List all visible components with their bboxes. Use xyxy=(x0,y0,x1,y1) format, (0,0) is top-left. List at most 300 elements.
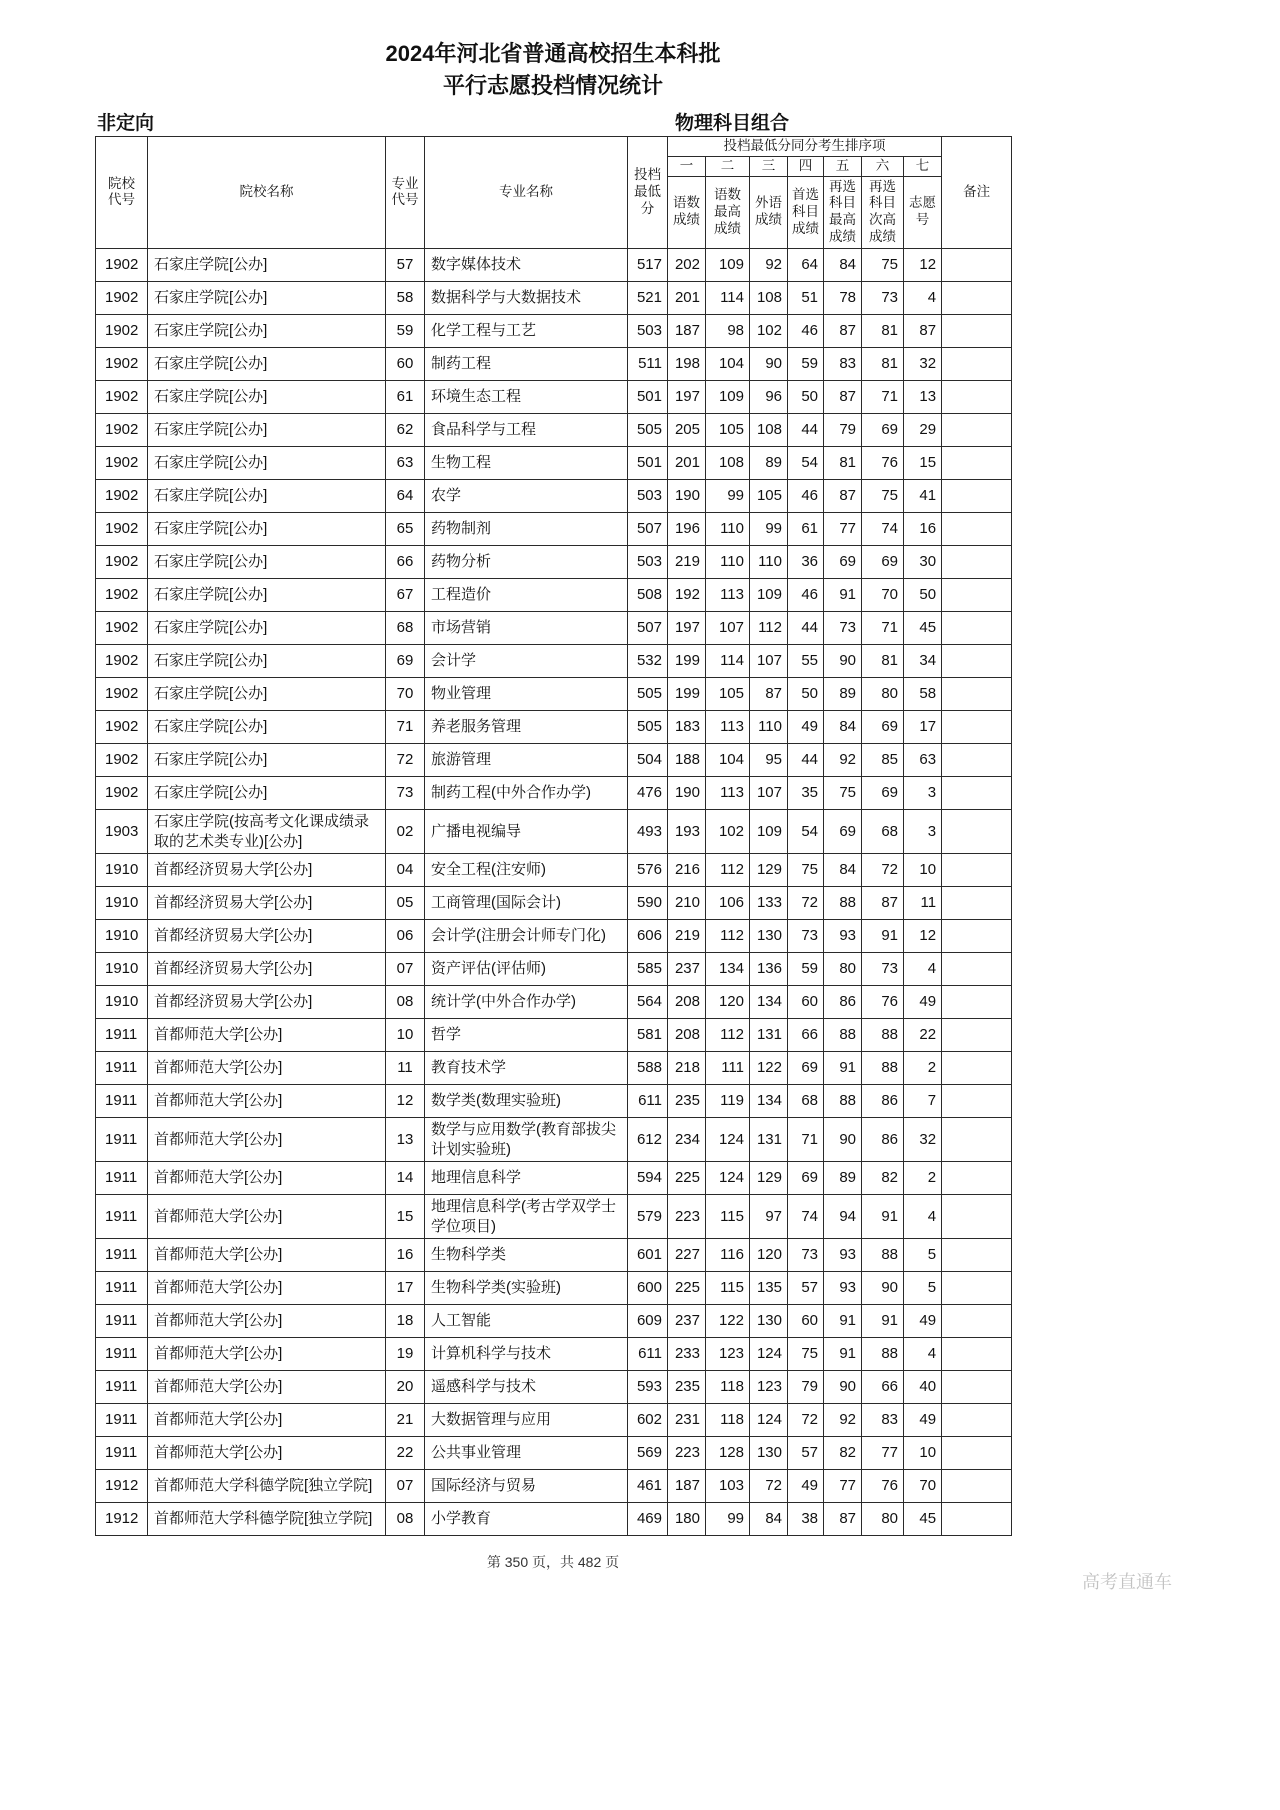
rank2-chinese-math-max-score: 99 xyxy=(706,1503,750,1536)
rank4-first-subject-score: 64 xyxy=(788,249,824,282)
rank4-first-subject-score: 61 xyxy=(788,513,824,546)
table-row xyxy=(96,546,1012,579)
college-name: 石家庄学院[公办] xyxy=(148,579,386,612)
rank-num-3: 三 xyxy=(750,156,788,176)
rank7-preference-number: 32 xyxy=(904,1118,942,1162)
rank2-chinese-math-max-score: 110 xyxy=(706,546,750,579)
table-row xyxy=(96,953,1012,986)
rank4-first-subject-score: 50 xyxy=(788,678,824,711)
rank6-reselect-second-score: 76 xyxy=(862,986,904,1019)
major-name: 生物工程 xyxy=(425,447,628,480)
rank4-first-subject-score: 69 xyxy=(788,1052,824,1085)
major-name: 地理信息科学(考古学双学士学位项目) xyxy=(425,1195,628,1239)
min-score: 501 xyxy=(628,447,668,480)
rank5-reselect-max-score: 87 xyxy=(824,480,862,513)
major-name: 制药工程 xyxy=(425,348,628,381)
college-name: 首都经济贸易大学[公办] xyxy=(148,854,386,887)
college-name: 石家庄学院[公办] xyxy=(148,612,386,645)
rank4-first-subject-score: 46 xyxy=(788,480,824,513)
rank4-first-subject-score: 46 xyxy=(788,579,824,612)
rank-label-5: 再选科目最高成绩 xyxy=(824,176,862,249)
major-code: 11 xyxy=(386,1052,425,1085)
remark xyxy=(942,1272,1012,1305)
rank6-reselect-second-score: 75 xyxy=(862,480,904,513)
rank6-reselect-second-score: 91 xyxy=(862,920,904,953)
rank3-foreign-language-score: 134 xyxy=(750,1085,788,1118)
remark xyxy=(942,711,1012,744)
rank3-foreign-language-score: 89 xyxy=(750,447,788,480)
rank2-chinese-math-max-score: 120 xyxy=(706,986,750,1019)
rank3-foreign-language-score: 124 xyxy=(750,1338,788,1371)
rank-num-2: 二 xyxy=(706,156,750,176)
table-row xyxy=(96,447,1012,480)
rank7-preference-number: 3 xyxy=(904,777,942,810)
table-row xyxy=(96,678,1012,711)
rank3-foreign-language-score: 84 xyxy=(750,1503,788,1536)
rank1-chinese-math-score: 223 xyxy=(668,1437,706,1470)
rank6-reselect-second-score: 91 xyxy=(862,1195,904,1239)
rank6-reselect-second-score: 77 xyxy=(862,1437,904,1470)
rank1-chinese-math-score: 223 xyxy=(668,1195,706,1239)
rank1-chinese-math-score: 205 xyxy=(668,414,706,447)
min-score: 590 xyxy=(628,887,668,920)
college-code: 1902 xyxy=(96,744,148,777)
rank4-first-subject-score: 68 xyxy=(788,1085,824,1118)
rank1-chinese-math-score: 219 xyxy=(668,920,706,953)
rank2-chinese-math-max-score: 122 xyxy=(706,1305,750,1338)
table-row xyxy=(96,887,1012,920)
rank2-chinese-math-max-score: 106 xyxy=(706,887,750,920)
remark xyxy=(942,1404,1012,1437)
rank-label-1: 语数成绩 xyxy=(668,176,706,249)
rank2-chinese-math-max-score: 98 xyxy=(706,315,750,348)
college-name: 石家庄学院[公办] xyxy=(148,447,386,480)
major-name: 生物科学类(实验班) xyxy=(425,1272,628,1305)
rank1-chinese-math-score: 225 xyxy=(668,1272,706,1305)
rank2-chinese-math-max-score: 112 xyxy=(706,1019,750,1052)
min-score: 501 xyxy=(628,381,668,414)
college-code: 1902 xyxy=(96,777,148,810)
major-code: 65 xyxy=(386,513,425,546)
college-code: 1902 xyxy=(96,678,148,711)
rank7-preference-number: 34 xyxy=(904,645,942,678)
rank6-reselect-second-score: 86 xyxy=(862,1085,904,1118)
table-row xyxy=(96,381,1012,414)
major-name: 数据科学与大数据技术 xyxy=(425,282,628,315)
rank7-preference-number: 49 xyxy=(904,1305,942,1338)
rank3-foreign-language-score: 133 xyxy=(750,887,788,920)
table-row xyxy=(96,348,1012,381)
rank5-reselect-max-score: 91 xyxy=(824,579,862,612)
remark xyxy=(942,1437,1012,1470)
rank7-preference-number: 45 xyxy=(904,612,942,645)
college-code: 1911 xyxy=(96,1085,148,1118)
rank6-reselect-second-score: 72 xyxy=(862,854,904,887)
college-name: 石家庄学院(按高考文化课成绩录取的艺术类专业)[公办] xyxy=(148,810,386,854)
table-row xyxy=(96,711,1012,744)
rank1-chinese-math-score: 210 xyxy=(668,887,706,920)
major-code: 73 xyxy=(386,777,425,810)
college-name: 首都师范大学科德学院[独立学院] xyxy=(148,1470,386,1503)
rank5-reselect-max-score: 83 xyxy=(824,348,862,381)
table-row xyxy=(96,1338,1012,1371)
min-score: 461 xyxy=(628,1470,668,1503)
rank6-reselect-second-score: 71 xyxy=(862,381,904,414)
table-row xyxy=(96,579,1012,612)
rank4-first-subject-score: 35 xyxy=(788,777,824,810)
rank1-chinese-math-score: 235 xyxy=(668,1371,706,1404)
college-code: 1911 xyxy=(96,1195,148,1239)
rank2-chinese-math-max-score: 104 xyxy=(706,744,750,777)
major-name: 物业管理 xyxy=(425,678,628,711)
college-name: 首都师范大学[公办] xyxy=(148,1437,386,1470)
rank7-preference-number: 13 xyxy=(904,381,942,414)
min-score: 505 xyxy=(628,414,668,447)
rank5-reselect-max-score: 87 xyxy=(824,381,862,414)
table-row xyxy=(96,315,1012,348)
rank5-reselect-max-score: 82 xyxy=(824,1437,862,1470)
rank4-first-subject-score: 38 xyxy=(788,1503,824,1536)
major-name: 广播电视编导 xyxy=(425,810,628,854)
remark xyxy=(942,1338,1012,1371)
rank-label-3: 外语成绩 xyxy=(750,176,788,249)
table-row xyxy=(96,1470,1012,1503)
rank6-reselect-second-score: 80 xyxy=(862,1503,904,1536)
table-row xyxy=(96,249,1012,282)
college-name: 石家庄学院[公办] xyxy=(148,678,386,711)
rank1-chinese-math-score: 208 xyxy=(668,986,706,1019)
college-name: 首都师范大学[公办] xyxy=(148,1052,386,1085)
college-name: 首都师范大学[公办] xyxy=(148,1272,386,1305)
major-name: 工商管理(国际会计) xyxy=(425,887,628,920)
min-score: 594 xyxy=(628,1162,668,1195)
rank3-foreign-language-score: 107 xyxy=(750,777,788,810)
college-code: 1902 xyxy=(96,513,148,546)
rank7-preference-number: 22 xyxy=(904,1019,942,1052)
major-code: 21 xyxy=(386,1404,425,1437)
college-code: 1902 xyxy=(96,579,148,612)
college-name: 首都师范大学[公办] xyxy=(148,1085,386,1118)
college-code: 1902 xyxy=(96,414,148,447)
table-row xyxy=(96,1437,1012,1470)
rank5-reselect-max-score: 84 xyxy=(824,249,862,282)
major-name: 制药工程(中外合作办学) xyxy=(425,777,628,810)
col-header-remark: 备注 xyxy=(942,136,1012,248)
rank3-foreign-language-score: 72 xyxy=(750,1470,788,1503)
col-header-college-name: 院校名称 xyxy=(148,136,386,248)
college-code: 1912 xyxy=(96,1503,148,1536)
page-footer: 第 350 页，共 482 页 xyxy=(486,1554,620,1571)
rank7-preference-number: 2 xyxy=(904,1162,942,1195)
table-row xyxy=(96,645,1012,678)
major-name: 药物分析 xyxy=(425,546,628,579)
rank5-reselect-max-score: 87 xyxy=(824,315,862,348)
rank1-chinese-math-score: 234 xyxy=(668,1118,706,1162)
rank6-reselect-second-score: 82 xyxy=(862,1162,904,1195)
college-code: 1911 xyxy=(96,1338,148,1371)
rank3-foreign-language-score: 92 xyxy=(750,249,788,282)
remark xyxy=(942,645,1012,678)
college-code: 1910 xyxy=(96,854,148,887)
rank2-chinese-math-max-score: 115 xyxy=(706,1195,750,1239)
rank6-reselect-second-score: 76 xyxy=(862,447,904,480)
rank-label-6: 再选科目次高成绩 xyxy=(862,176,904,249)
rank3-foreign-language-score: 99 xyxy=(750,513,788,546)
major-code: 72 xyxy=(386,744,425,777)
rank3-foreign-language-score: 131 xyxy=(750,1019,788,1052)
min-score: 507 xyxy=(628,513,668,546)
rank7-preference-number: 87 xyxy=(904,315,942,348)
table-row xyxy=(96,414,1012,447)
college-code: 1902 xyxy=(96,612,148,645)
rank1-chinese-math-score: 208 xyxy=(668,1019,706,1052)
remark xyxy=(942,315,1012,348)
rank4-first-subject-score: 44 xyxy=(788,414,824,447)
table-row xyxy=(96,1371,1012,1404)
rank-num-7: 七 xyxy=(904,156,942,176)
college-code: 1902 xyxy=(96,645,148,678)
college-code: 1902 xyxy=(96,546,148,579)
min-score: 579 xyxy=(628,1195,668,1239)
rank-num-6: 六 xyxy=(862,156,904,176)
remark xyxy=(942,1239,1012,1272)
college-name: 首都师范大学科德学院[独立学院] xyxy=(148,1503,386,1536)
major-code: 07 xyxy=(386,1470,425,1503)
major-code: 14 xyxy=(386,1162,425,1195)
rank1-chinese-math-score: 196 xyxy=(668,513,706,546)
college-code: 1910 xyxy=(96,953,148,986)
min-score: 593 xyxy=(628,1371,668,1404)
rank5-reselect-max-score: 84 xyxy=(824,711,862,744)
rank6-reselect-second-score: 83 xyxy=(862,1404,904,1437)
rank7-preference-number: 45 xyxy=(904,1503,942,1536)
min-score: 521 xyxy=(628,282,668,315)
major-code: 19 xyxy=(386,1338,425,1371)
table-row xyxy=(96,854,1012,887)
rank3-foreign-language-score: 130 xyxy=(750,1437,788,1470)
min-score: 588 xyxy=(628,1052,668,1085)
rank4-first-subject-score: 51 xyxy=(788,282,824,315)
rank7-preference-number: 2 xyxy=(904,1052,942,1085)
rank3-foreign-language-score: 102 xyxy=(750,315,788,348)
remark xyxy=(942,887,1012,920)
min-score: 503 xyxy=(628,546,668,579)
rank5-reselect-max-score: 88 xyxy=(824,887,862,920)
major-code: 70 xyxy=(386,678,425,711)
table-header xyxy=(96,136,1012,248)
college-code: 1911 xyxy=(96,1019,148,1052)
rank5-reselect-max-score: 84 xyxy=(824,854,862,887)
major-name: 数学与应用数学(教育部拔尖计划实验班) xyxy=(425,1118,628,1162)
table-row xyxy=(96,1052,1012,1085)
table-row xyxy=(96,986,1012,1019)
college-code: 1911 xyxy=(96,1371,148,1404)
major-code: 12 xyxy=(386,1085,425,1118)
rank3-foreign-language-score: 95 xyxy=(750,744,788,777)
rank1-chinese-math-score: 187 xyxy=(668,315,706,348)
major-code: 59 xyxy=(386,315,425,348)
rank3-foreign-language-score: 107 xyxy=(750,645,788,678)
rank5-reselect-max-score: 89 xyxy=(824,1162,862,1195)
rank6-reselect-second-score: 74 xyxy=(862,513,904,546)
rank1-chinese-math-score: 216 xyxy=(668,854,706,887)
college-code: 1911 xyxy=(96,1052,148,1085)
rank1-chinese-math-score: 187 xyxy=(668,1470,706,1503)
major-name: 小学教育 xyxy=(425,1503,628,1536)
col-header-college-code: 院校代号 xyxy=(96,136,148,248)
remark xyxy=(942,1052,1012,1085)
rank5-reselect-max-score: 93 xyxy=(824,920,862,953)
major-name: 资产评估(评估师) xyxy=(425,953,628,986)
rank1-chinese-math-score: 219 xyxy=(668,546,706,579)
min-score: 601 xyxy=(628,1239,668,1272)
rank7-preference-number: 32 xyxy=(904,348,942,381)
rank6-reselect-second-score: 68 xyxy=(862,810,904,854)
rank7-preference-number: 15 xyxy=(904,447,942,480)
remark xyxy=(942,348,1012,381)
rank3-foreign-language-score: 110 xyxy=(750,711,788,744)
rank3-foreign-language-score: 90 xyxy=(750,348,788,381)
remark xyxy=(942,920,1012,953)
rank7-preference-number: 30 xyxy=(904,546,942,579)
rank2-chinese-math-max-score: 128 xyxy=(706,1437,750,1470)
rank2-chinese-math-max-score: 99 xyxy=(706,480,750,513)
rank2-chinese-math-max-score: 118 xyxy=(706,1371,750,1404)
major-code: 18 xyxy=(386,1305,425,1338)
college-code: 1911 xyxy=(96,1404,148,1437)
rank4-first-subject-score: 75 xyxy=(788,854,824,887)
remark xyxy=(942,282,1012,315)
rank4-first-subject-score: 44 xyxy=(788,612,824,645)
rank3-foreign-language-score: 108 xyxy=(750,282,788,315)
rank7-preference-number: 63 xyxy=(904,744,942,777)
table-row xyxy=(96,513,1012,546)
rank3-foreign-language-score: 124 xyxy=(750,1404,788,1437)
college-name: 石家庄学院[公办] xyxy=(148,777,386,810)
major-code: 05 xyxy=(386,887,425,920)
table-row xyxy=(96,1162,1012,1195)
col-header-major-name: 专业名称 xyxy=(425,136,628,248)
college-code: 1902 xyxy=(96,381,148,414)
rank6-reselect-second-score: 69 xyxy=(862,777,904,810)
remark xyxy=(942,1503,1012,1536)
rank2-chinese-math-max-score: 118 xyxy=(706,1404,750,1437)
rank4-first-subject-score: 69 xyxy=(788,1162,824,1195)
college-code: 1911 xyxy=(96,1437,148,1470)
remark xyxy=(942,678,1012,711)
remark xyxy=(942,249,1012,282)
college-code: 1911 xyxy=(96,1162,148,1195)
rank4-first-subject-score: 57 xyxy=(788,1272,824,1305)
rank3-foreign-language-score: 131 xyxy=(750,1118,788,1162)
major-code: 16 xyxy=(386,1239,425,1272)
rank1-chinese-math-score: 197 xyxy=(668,381,706,414)
min-score: 609 xyxy=(628,1305,668,1338)
remark xyxy=(942,854,1012,887)
rank3-foreign-language-score: 120 xyxy=(750,1239,788,1272)
min-score: 507 xyxy=(628,612,668,645)
table-row xyxy=(96,612,1012,645)
rank1-chinese-math-score: 199 xyxy=(668,645,706,678)
min-score: 504 xyxy=(628,744,668,777)
rank2-chinese-math-max-score: 109 xyxy=(706,381,750,414)
college-code: 1902 xyxy=(96,348,148,381)
rank6-reselect-second-score: 81 xyxy=(862,645,904,678)
rank1-chinese-math-score: 197 xyxy=(668,612,706,645)
major-name: 统计学(中外合作办学) xyxy=(425,986,628,1019)
rank4-first-subject-score: 73 xyxy=(788,920,824,953)
rank5-reselect-max-score: 90 xyxy=(824,645,862,678)
remark xyxy=(942,953,1012,986)
rank2-chinese-math-max-score: 113 xyxy=(706,579,750,612)
rank5-reselect-max-score: 77 xyxy=(824,513,862,546)
college-name: 首都师范大学[公办] xyxy=(148,1162,386,1195)
table-row xyxy=(96,282,1012,315)
rank7-preference-number: 5 xyxy=(904,1239,942,1272)
page-title-line1: 2024年河北省普通高校招生本科批 xyxy=(385,41,721,66)
rank3-foreign-language-score: 129 xyxy=(750,1162,788,1195)
rank6-reselect-second-score: 69 xyxy=(862,414,904,447)
major-name: 国际经济与贸易 xyxy=(425,1470,628,1503)
rank2-chinese-math-max-score: 108 xyxy=(706,447,750,480)
rank6-reselect-second-score: 69 xyxy=(862,711,904,744)
remark xyxy=(942,414,1012,447)
rank4-first-subject-score: 60 xyxy=(788,1305,824,1338)
college-code: 1902 xyxy=(96,711,148,744)
min-score: 469 xyxy=(628,1503,668,1536)
rank2-chinese-math-max-score: 113 xyxy=(706,777,750,810)
rank6-reselect-second-score: 76 xyxy=(862,1470,904,1503)
major-code: 10 xyxy=(386,1019,425,1052)
rank4-first-subject-score: 59 xyxy=(788,953,824,986)
section-label: 非定向 xyxy=(97,112,155,134)
min-score: 511 xyxy=(628,348,668,381)
rank5-reselect-max-score: 77 xyxy=(824,1470,862,1503)
rank6-reselect-second-score: 81 xyxy=(862,315,904,348)
remark xyxy=(942,1162,1012,1195)
rank1-chinese-math-score: 202 xyxy=(668,249,706,282)
rank5-reselect-max-score: 90 xyxy=(824,1371,862,1404)
rank7-preference-number: 12 xyxy=(904,249,942,282)
major-code: 07 xyxy=(386,953,425,986)
rank3-foreign-language-score: 123 xyxy=(750,1371,788,1404)
rank4-first-subject-score: 74 xyxy=(788,1195,824,1239)
col-header-major-code: 专业代号 xyxy=(386,136,425,248)
rank1-chinese-math-score: 227 xyxy=(668,1239,706,1272)
rank2-chinese-math-max-score: 123 xyxy=(706,1338,750,1371)
college-name: 首都经济贸易大学[公办] xyxy=(148,887,386,920)
major-code: 63 xyxy=(386,447,425,480)
rank5-reselect-max-score: 80 xyxy=(824,953,862,986)
rank3-foreign-language-score: 87 xyxy=(750,678,788,711)
rank2-chinese-math-max-score: 110 xyxy=(706,513,750,546)
rank4-first-subject-score: 66 xyxy=(788,1019,824,1052)
major-name: 计算机科学与技术 xyxy=(425,1338,628,1371)
min-score: 505 xyxy=(628,678,668,711)
min-score: 532 xyxy=(628,645,668,678)
major-name: 会计学 xyxy=(425,645,628,678)
remark xyxy=(942,810,1012,854)
min-score: 503 xyxy=(628,480,668,513)
rank7-preference-number: 4 xyxy=(904,953,942,986)
rank3-foreign-language-score: 134 xyxy=(750,986,788,1019)
major-name: 养老服务管理 xyxy=(425,711,628,744)
major-name: 环境生态工程 xyxy=(425,381,628,414)
college-code: 1911 xyxy=(96,1118,148,1162)
rank3-foreign-language-score: 122 xyxy=(750,1052,788,1085)
table-row xyxy=(96,1085,1012,1118)
college-name: 首都师范大学[公办] xyxy=(148,1118,386,1162)
